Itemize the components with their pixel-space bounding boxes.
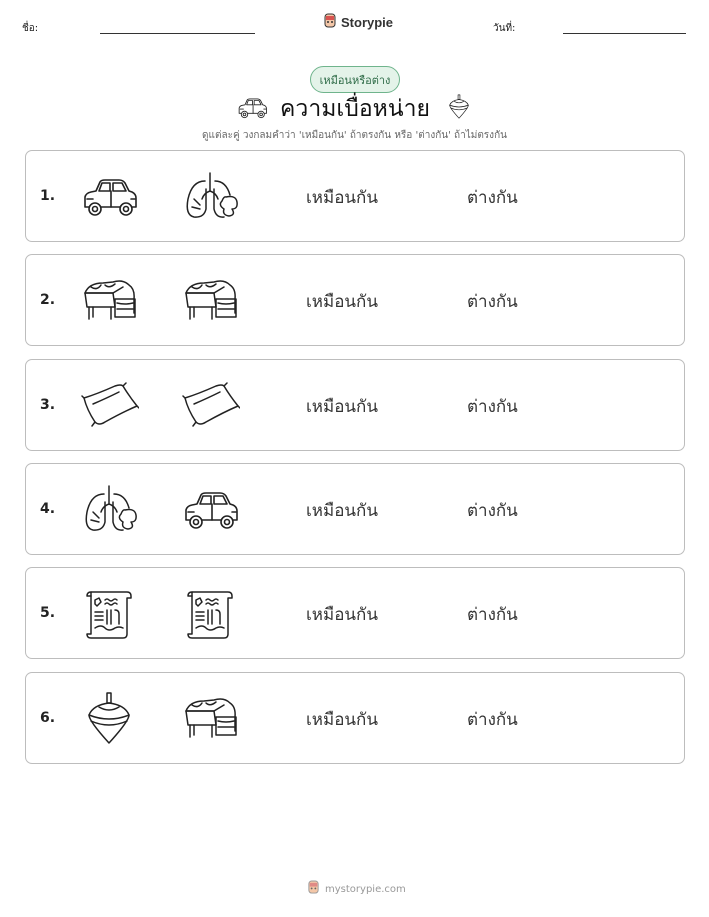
storypie-mascot-icon [307,880,320,898]
scroll-icon [180,586,240,642]
question-row [25,672,685,764]
different-option[interactable]: ต่างกัน [467,292,518,312]
different-option[interactable]: ต่างกัน [467,188,518,208]
question-row [25,150,685,242]
question-row [25,359,685,451]
instructions: ดูแต่ละคู่ วงกลมคำว่า 'เหมือนกัน' ถ้าตรงกัน หรือ 'ต่างกัน' ถ้าไม่ตรงกัน [202,130,507,141]
same-option[interactable]: เหมือนกัน [306,188,378,208]
date-line[interactable] [563,33,686,34]
same-option[interactable]: เหมือนกัน [306,292,378,312]
pillow-icon [180,378,240,434]
different-option[interactable]: ต่างกัน [467,710,518,730]
brand-logo [323,13,393,32]
question-number: 3. [40,397,56,413]
worksheet-tag: เหมือนหรือต่าง [310,66,400,93]
car-icon [79,169,139,225]
covered-furniture-icon [79,273,139,329]
page-title: ความเบื่อหน่าย [280,96,430,122]
covered-furniture-icon [180,691,240,747]
covered-furniture-icon [180,273,240,329]
name-label: ชื่อ: [22,23,39,34]
same-option[interactable]: เหมือนกัน [306,501,378,521]
name-line[interactable] [100,33,255,34]
same-option[interactable]: เหมือนกัน [306,710,378,730]
question-number: 4. [40,501,56,517]
same-option[interactable]: เหมือนกัน [306,397,378,417]
footer [307,880,406,898]
question-number: 2. [40,292,56,308]
question-row [25,567,685,659]
date-label: วันที่: [493,23,516,34]
lungs-icon [79,482,139,538]
scroll-icon [79,586,139,642]
same-option[interactable]: เหมือนกัน [306,605,378,625]
question-number: 1. [40,188,56,204]
different-option[interactable]: ต่างกัน [467,501,518,521]
footer-site: mystorypie.com [325,883,406,895]
question-number: 5. [40,605,56,621]
car-icon [180,482,240,538]
spinning-top-icon [79,691,139,747]
storypie-mascot-icon [323,13,337,32]
lungs-icon [180,169,240,225]
different-option[interactable]: ต่างกัน [467,605,518,625]
question-number: 6. [40,710,56,726]
brand-name: Storypie [341,15,394,30]
pillow-icon [79,378,139,434]
title-spinning-top-icon [445,91,473,123]
question-row [25,463,685,555]
question-row [25,254,685,346]
different-option[interactable]: ต่างกัน [467,397,518,417]
